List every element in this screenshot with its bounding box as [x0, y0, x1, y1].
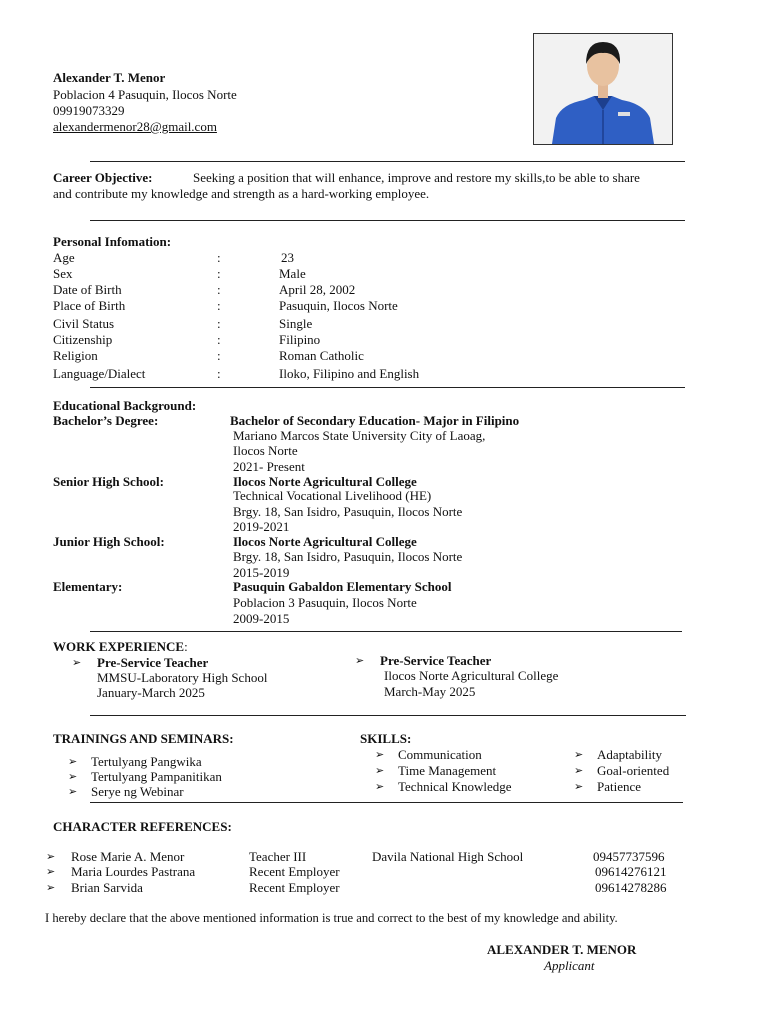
elementary-school: Pasuquin Gabaldon Elementary School [233, 579, 452, 594]
personal-info-heading: Personal Infomation: [53, 234, 172, 249]
skill-item: Patience [597, 779, 642, 794]
job-title: Pre-Service Teacher [97, 655, 209, 670]
bullet-icon: ➢ [46, 881, 56, 894]
email-link[interactable]: alexandermenor28@gmail.com [53, 119, 217, 134]
divider [90, 220, 685, 221]
reference-name: Rose Marie A. Menor [71, 849, 185, 864]
bullet-icon: ➢ [375, 780, 385, 793]
bachelor-label: Bachelor’s Degree: [53, 413, 159, 428]
personal-info-label: Date of Birth [53, 282, 122, 297]
personal-info-value: April 28, 2002 [279, 282, 356, 297]
bullet-icon: ➢ [72, 656, 82, 669]
divider [90, 802, 683, 803]
bullet-icon: ➢ [574, 764, 584, 777]
reference-phone: 09457737596 [593, 849, 665, 864]
career-objective-label: Career Objective: [53, 170, 153, 185]
personal-info-value: Pasuquin, Ilocos Norte [279, 298, 398, 313]
education-heading: Educational Background: [53, 398, 197, 413]
senior-high-label: Senior High School: [53, 474, 165, 489]
applicant-name: Alexander T. Menor [53, 70, 166, 85]
bachelor-degree: Bachelor of Secondary Education- Major in Filipino [230, 413, 520, 428]
training-item: Serye ng Webinar [91, 784, 184, 799]
bullet-icon: ➢ [46, 865, 56, 878]
address: Poblacion 4 Pasuquin, Ilocos Norte [53, 87, 237, 102]
personal-info-value: 23 [281, 250, 294, 265]
work-heading [53, 639, 188, 655]
work-heading-colon: : [184, 639, 188, 654]
junior-high-label: Junior High School: [53, 534, 165, 549]
elementary-address: Poblacion 3 Pasuquin, Ilocos Norte [233, 595, 417, 610]
junior-high-address: Brgy. 18, San Isidro, Pasuquin, Ilocos Norte [233, 549, 463, 564]
personal-info-label: Sex [53, 266, 73, 281]
job-period: March-May 2025 [384, 684, 476, 699]
personal-info-value: Single [279, 316, 313, 331]
personal-info-colon: : [217, 348, 221, 363]
personal-info-value: Male [279, 266, 306, 281]
divider [90, 715, 686, 716]
trainings-heading: TRAININGS AND SEMINARS: [53, 731, 234, 746]
personal-info-colon: : [217, 366, 221, 381]
skill-item: Adaptability [597, 747, 662, 762]
personal-info-label: Religion [53, 348, 98, 363]
personal-info-value: Roman Catholic [279, 348, 364, 363]
bullet-icon: ➢ [355, 654, 365, 667]
senior-high-strand: Technical Vocational Livelihood (HE) [233, 488, 432, 503]
person-photo-icon [534, 34, 672, 144]
bachelor-school: Mariano Marcos State University City of Laoag, [233, 428, 486, 443]
phone: 09919073329 [53, 103, 125, 118]
signature-name: ALEXANDER T. MENOR [487, 942, 637, 957]
personal-info-colon: : [217, 266, 221, 281]
divider [90, 161, 685, 162]
junior-high-years: 2015-2019 [233, 565, 290, 580]
job-title: Pre-Service Teacher [380, 653, 492, 668]
personal-info-colon: : [217, 332, 221, 347]
junior-high-school: Ilocos Norte Agricultural College [233, 534, 417, 549]
personal-info-label: Age [53, 250, 75, 265]
training-item: Tertulyang Pampanitikan [91, 769, 222, 784]
elementary-years: 2009-2015 [233, 611, 290, 626]
training-item: Tertulyang Pangwika [91, 754, 202, 769]
references-heading: CHARACTER REFERENCES: [53, 819, 232, 834]
reference-phone: 09614278286 [595, 880, 667, 895]
work-heading-text: WORK EXPERIENCE [53, 639, 185, 654]
signature-title: Applicant [544, 958, 595, 973]
personal-info-label: Language/Dialect [53, 366, 146, 381]
skill-item: Communication [398, 747, 482, 762]
personal-info-label: Citizenship [53, 332, 113, 347]
personal-info-label: Place of Birth [53, 298, 126, 313]
bullet-icon: ➢ [574, 748, 584, 761]
skill-item: Technical Knowledge [398, 779, 512, 794]
divider [90, 387, 685, 388]
bullet-icon: ➢ [375, 748, 385, 761]
bullet-icon: ➢ [375, 764, 385, 777]
personal-info-colon: : [217, 316, 221, 331]
personal-info-colon: : [217, 250, 221, 265]
bullet-icon: ➢ [68, 770, 78, 783]
personal-info-colon: : [217, 282, 221, 297]
job-school: MMSU-Laboratory High School [97, 670, 268, 685]
reference-name: Maria Lourdes Pastrana [71, 864, 196, 879]
skill-item: Time Management [398, 763, 497, 778]
elementary-label: Elementary: [53, 579, 123, 594]
divider [90, 631, 682, 632]
career-objective-line2: and contribute my knowledge and strength as a hard-working employee. [53, 186, 430, 201]
senior-high-school: Ilocos Norte Agricultural College [233, 474, 417, 489]
applicant-photo [533, 33, 673, 145]
reference-role: Recent Employer [249, 880, 340, 895]
reference-phone: 09614276121 [595, 864, 667, 879]
bachelor-years: 2021- Present [233, 459, 305, 474]
personal-info-label: Civil Status [53, 316, 115, 331]
personal-info-value: Iloko, Filipino and English [279, 366, 420, 381]
job-school: Ilocos Norte Agricultural College [384, 668, 559, 683]
skill-item: Goal-oriented [597, 763, 670, 778]
personal-info-colon: : [217, 298, 221, 313]
bullet-icon: ➢ [68, 755, 78, 768]
reference-role: Recent Employer [249, 864, 340, 879]
reference-name: Brian Sarvida [71, 880, 143, 895]
career-objective-line1: Seeking a position that will enhance, improve and restore my skills,to be able to share [193, 170, 640, 185]
skills-heading: SKILLS: [360, 731, 412, 746]
personal-info-value: Filipino [279, 332, 321, 347]
bullet-icon: ➢ [574, 780, 584, 793]
reference-organization: Davila National High School [372, 849, 524, 864]
job-period: January-March 2025 [97, 685, 205, 700]
declaration: I hereby declare that the above mentioned information is true and correct to the best of my knowledge and ability. [45, 911, 618, 925]
senior-high-years: 2019-2021 [233, 519, 290, 534]
senior-high-address: Brgy. 18, San Isidro, Pasuquin, Ilocos Norte [233, 504, 463, 519]
bachelor-location: Ilocos Norte [233, 443, 298, 458]
bullet-icon: ➢ [68, 785, 78, 798]
reference-role: Teacher III [249, 849, 307, 864]
bullet-icon: ➢ [46, 850, 56, 863]
